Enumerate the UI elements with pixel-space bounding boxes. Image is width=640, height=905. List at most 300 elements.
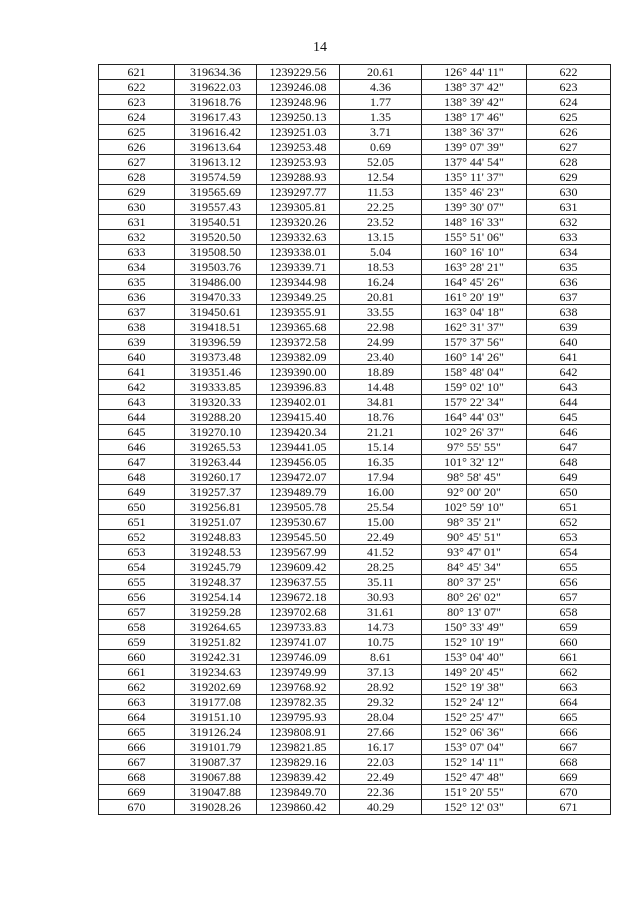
- x-coordinate-cell: 319251.07: [175, 515, 257, 530]
- next-point-cell: 671: [527, 800, 611, 815]
- y-coordinate-cell: 1239382.09: [257, 350, 340, 365]
- point-number-cell: 665: [99, 725, 175, 740]
- point-number-cell: 658: [99, 620, 175, 635]
- distance-cell: 15.00: [340, 515, 422, 530]
- x-coordinate-cell: 319450.61: [175, 305, 257, 320]
- next-point-cell: 654: [527, 545, 611, 560]
- table-row: [99, 245, 611, 260]
- next-point-cell: 664: [527, 695, 611, 710]
- next-point-cell: 635: [527, 260, 611, 275]
- distance-cell: 22.49: [340, 770, 422, 785]
- x-coordinate-cell: 319101.79: [175, 740, 257, 755]
- x-coordinate-cell: 319248.37: [175, 575, 257, 590]
- next-point-cell: 649: [527, 470, 611, 485]
- table-row: [99, 350, 611, 365]
- y-coordinate-cell: 1239297.77: [257, 185, 340, 200]
- bearing-cell: 97° 55' 55": [422, 440, 527, 455]
- y-coordinate-cell: 1239372.58: [257, 335, 340, 350]
- table-row: [99, 335, 611, 350]
- x-coordinate-cell: 319256.81: [175, 500, 257, 515]
- y-coordinate-cell: 1239253.48: [257, 140, 340, 155]
- distance-cell: 14.48: [340, 380, 422, 395]
- next-point-cell: 646: [527, 425, 611, 440]
- x-coordinate-cell: 319264.65: [175, 620, 257, 635]
- next-point-cell: 662: [527, 665, 611, 680]
- x-coordinate-cell: 319486.00: [175, 275, 257, 290]
- distance-cell: 22.25: [340, 200, 422, 215]
- distance-cell: 1.35: [340, 110, 422, 125]
- x-coordinate-cell: 319126.24: [175, 725, 257, 740]
- x-coordinate-cell: 319151.10: [175, 710, 257, 725]
- y-coordinate-cell: 1239320.26: [257, 215, 340, 230]
- distance-cell: 52.05: [340, 155, 422, 170]
- y-coordinate-cell: 1239229.56: [257, 65, 340, 80]
- distance-cell: 16.35: [340, 455, 422, 470]
- bearing-cell: 157° 37' 56": [422, 335, 527, 350]
- x-coordinate-cell: 319618.76: [175, 95, 257, 110]
- next-point-cell: 641: [527, 350, 611, 365]
- table-row: [99, 455, 611, 470]
- table-row: [99, 260, 611, 275]
- table-row: [99, 470, 611, 485]
- table-row: [99, 440, 611, 455]
- point-number-cell: 641: [99, 365, 175, 380]
- y-coordinate-cell: 1239355.91: [257, 305, 340, 320]
- point-number-cell: 640: [99, 350, 175, 365]
- x-coordinate-cell: 319320.33: [175, 395, 257, 410]
- table-row: [99, 800, 611, 815]
- point-number-cell: 653: [99, 545, 175, 560]
- table-row: [99, 605, 611, 620]
- distance-cell: 16.24: [340, 275, 422, 290]
- y-coordinate-cell: 1239567.99: [257, 545, 340, 560]
- distance-cell: 18.89: [340, 365, 422, 380]
- y-coordinate-cell: 1239338.01: [257, 245, 340, 260]
- table-row: [99, 485, 611, 500]
- table-row: [99, 560, 611, 575]
- bearing-cell: 157° 22' 34": [422, 395, 527, 410]
- bearing-cell: 163° 28' 21": [422, 260, 527, 275]
- x-coordinate-cell: 319373.48: [175, 350, 257, 365]
- y-coordinate-cell: 1239339.71: [257, 260, 340, 275]
- y-coordinate-cell: 1239253.93: [257, 155, 340, 170]
- distance-cell: 11.53: [340, 185, 422, 200]
- point-number-cell: 647: [99, 455, 175, 470]
- table-row: [99, 275, 611, 290]
- table-row: [99, 635, 611, 650]
- distance-cell: 22.98: [340, 320, 422, 335]
- table-row: [99, 80, 611, 95]
- distance-cell: 33.55: [340, 305, 422, 320]
- point-number-cell: 656: [99, 590, 175, 605]
- bearing-cell: 137° 44' 54": [422, 155, 527, 170]
- distance-cell: 20.61: [340, 65, 422, 80]
- distance-cell: 1.77: [340, 95, 422, 110]
- x-coordinate-cell: 319234.63: [175, 665, 257, 680]
- next-point-cell: 652: [527, 515, 611, 530]
- coordinates-table-body: [99, 65, 611, 815]
- distance-cell: 10.75: [340, 635, 422, 650]
- x-coordinate-cell: 319613.64: [175, 140, 257, 155]
- table-row: [99, 155, 611, 170]
- x-coordinate-cell: 319248.53: [175, 545, 257, 560]
- bearing-cell: 158° 48' 04": [422, 365, 527, 380]
- point-number-cell: 645: [99, 425, 175, 440]
- x-coordinate-cell: 319263.44: [175, 455, 257, 470]
- point-number-cell: 666: [99, 740, 175, 755]
- next-point-cell: 626: [527, 125, 611, 140]
- y-coordinate-cell: 1239288.93: [257, 170, 340, 185]
- y-coordinate-cell: 1239849.70: [257, 785, 340, 800]
- table-row: [99, 410, 611, 425]
- next-point-cell: 636: [527, 275, 611, 290]
- distance-cell: 5.04: [340, 245, 422, 260]
- x-coordinate-cell: 319245.79: [175, 560, 257, 575]
- bearing-cell: 80° 13' 07": [422, 605, 527, 620]
- bearing-cell: 152° 47' 48": [422, 770, 527, 785]
- y-coordinate-cell: 1239246.08: [257, 80, 340, 95]
- distance-cell: 18.53: [340, 260, 422, 275]
- bearing-cell: 160° 16' 10": [422, 245, 527, 260]
- next-point-cell: 640: [527, 335, 611, 350]
- x-coordinate-cell: 319028.26: [175, 800, 257, 815]
- next-point-cell: 628: [527, 155, 611, 170]
- y-coordinate-cell: 1239749.99: [257, 665, 340, 680]
- table-row: [99, 290, 611, 305]
- point-number-cell: 663: [99, 695, 175, 710]
- coordinates-table: [98, 64, 611, 815]
- bearing-cell: 152° 14' 11": [422, 755, 527, 770]
- next-point-cell: 638: [527, 305, 611, 320]
- page-number: 14: [313, 40, 327, 55]
- table-row: [99, 125, 611, 140]
- table-row: [99, 785, 611, 800]
- point-number-cell: 643: [99, 395, 175, 410]
- table-row: [99, 575, 611, 590]
- y-coordinate-cell: 1239250.13: [257, 110, 340, 125]
- y-coordinate-cell: 1239768.92: [257, 680, 340, 695]
- y-coordinate-cell: 1239795.93: [257, 710, 340, 725]
- bearing-cell: 159° 02' 10": [422, 380, 527, 395]
- table-row: [99, 380, 611, 395]
- next-point-cell: 658: [527, 605, 611, 620]
- next-point-cell: 639: [527, 320, 611, 335]
- next-point-cell: 625: [527, 110, 611, 125]
- x-coordinate-cell: 319540.51: [175, 215, 257, 230]
- point-number-cell: 644: [99, 410, 175, 425]
- table-row: [99, 230, 611, 245]
- y-coordinate-cell: 1239349.25: [257, 290, 340, 305]
- table-row: [99, 620, 611, 635]
- y-coordinate-cell: 1239344.98: [257, 275, 340, 290]
- point-number-cell: 654: [99, 560, 175, 575]
- next-point-cell: 666: [527, 725, 611, 740]
- point-number-cell: 635: [99, 275, 175, 290]
- next-point-cell: 630: [527, 185, 611, 200]
- next-point-cell: 622: [527, 65, 611, 80]
- x-coordinate-cell: 319557.43: [175, 200, 257, 215]
- bearing-cell: 152° 24' 12": [422, 695, 527, 710]
- distance-cell: 21.21: [340, 425, 422, 440]
- x-coordinate-cell: 319508.50: [175, 245, 257, 260]
- bearing-cell: 126° 44' 11": [422, 65, 527, 80]
- table-row: [99, 200, 611, 215]
- table-row: [99, 500, 611, 515]
- bearing-cell: 102° 59' 10": [422, 500, 527, 515]
- point-number-cell: 639: [99, 335, 175, 350]
- distance-cell: 23.40: [340, 350, 422, 365]
- next-point-cell: 667: [527, 740, 611, 755]
- x-coordinate-cell: 319565.69: [175, 185, 257, 200]
- next-point-cell: 623: [527, 80, 611, 95]
- next-point-cell: 656: [527, 575, 611, 590]
- point-number-cell: 621: [99, 65, 175, 80]
- next-point-cell: 655: [527, 560, 611, 575]
- table-row: [99, 725, 611, 740]
- table-row: [99, 755, 611, 770]
- y-coordinate-cell: 1239332.63: [257, 230, 340, 245]
- distance-cell: 40.29: [340, 800, 422, 815]
- next-point-cell: 631: [527, 200, 611, 215]
- distance-cell: 41.52: [340, 545, 422, 560]
- table-row: [99, 650, 611, 665]
- x-coordinate-cell: 319254.14: [175, 590, 257, 605]
- x-coordinate-cell: 319270.10: [175, 425, 257, 440]
- bearing-cell: 164° 44' 03": [422, 410, 527, 425]
- bearing-cell: 80° 26' 02": [422, 590, 527, 605]
- bearing-cell: 101° 32' 12": [422, 455, 527, 470]
- next-point-cell: 629: [527, 170, 611, 185]
- next-point-cell: 660: [527, 635, 611, 650]
- distance-cell: 13.15: [340, 230, 422, 245]
- next-point-cell: 659: [527, 620, 611, 635]
- point-number-cell: 667: [99, 755, 175, 770]
- point-number-cell: 646: [99, 440, 175, 455]
- distance-cell: 20.81: [340, 290, 422, 305]
- x-coordinate-cell: 319087.37: [175, 755, 257, 770]
- table-row: [99, 320, 611, 335]
- point-number-cell: 669: [99, 785, 175, 800]
- y-coordinate-cell: 1239441.05: [257, 440, 340, 455]
- bearing-cell: 152° 06' 36": [422, 725, 527, 740]
- y-coordinate-cell: 1239741.07: [257, 635, 340, 650]
- distance-cell: 0.69: [340, 140, 422, 155]
- table-row: [99, 515, 611, 530]
- point-number-cell: 668: [99, 770, 175, 785]
- x-coordinate-cell: 319617.43: [175, 110, 257, 125]
- bearing-cell: 153° 07' 04": [422, 740, 527, 755]
- x-coordinate-cell: 319257.37: [175, 485, 257, 500]
- next-point-cell: 650: [527, 485, 611, 500]
- bearing-cell: 148° 16' 33": [422, 215, 527, 230]
- point-number-cell: 664: [99, 710, 175, 725]
- point-number-cell: 657: [99, 605, 175, 620]
- next-point-cell: 648: [527, 455, 611, 470]
- point-number-cell: 661: [99, 665, 175, 680]
- x-coordinate-cell: 319396.59: [175, 335, 257, 350]
- bearing-cell: 90° 45' 51": [422, 530, 527, 545]
- x-coordinate-cell: 319613.12: [175, 155, 257, 170]
- distance-cell: 25.54: [340, 500, 422, 515]
- bearing-cell: 98° 58' 45": [422, 470, 527, 485]
- next-point-cell: 669: [527, 770, 611, 785]
- next-point-cell: 637: [527, 290, 611, 305]
- x-coordinate-cell: 319202.69: [175, 680, 257, 695]
- x-coordinate-cell: 319520.50: [175, 230, 257, 245]
- table-row: [99, 170, 611, 185]
- y-coordinate-cell: 1239472.07: [257, 470, 340, 485]
- next-point-cell: 627: [527, 140, 611, 155]
- point-number-cell: 633: [99, 245, 175, 260]
- y-coordinate-cell: 1239305.81: [257, 200, 340, 215]
- y-coordinate-cell: 1239545.50: [257, 530, 340, 545]
- point-number-cell: 662: [99, 680, 175, 695]
- point-number-cell: 651: [99, 515, 175, 530]
- next-point-cell: 642: [527, 365, 611, 380]
- bearing-cell: 153° 04' 40": [422, 650, 527, 665]
- point-number-cell: 623: [99, 95, 175, 110]
- table-row: [99, 110, 611, 125]
- bearing-cell: 135° 46' 23": [422, 185, 527, 200]
- bearing-cell: 161° 20' 19": [422, 290, 527, 305]
- distance-cell: 22.03: [340, 755, 422, 770]
- x-coordinate-cell: 319333.85: [175, 380, 257, 395]
- distance-cell: 24.99: [340, 335, 422, 350]
- y-coordinate-cell: 1239420.34: [257, 425, 340, 440]
- bearing-cell: 152° 12' 03": [422, 800, 527, 815]
- next-point-cell: 643: [527, 380, 611, 395]
- distance-cell: 22.49: [340, 530, 422, 545]
- distance-cell: 8.61: [340, 650, 422, 665]
- y-coordinate-cell: 1239456.05: [257, 455, 340, 470]
- bearing-cell: 84° 45' 34": [422, 560, 527, 575]
- distance-cell: 22.36: [340, 785, 422, 800]
- x-coordinate-cell: 319288.20: [175, 410, 257, 425]
- y-coordinate-cell: 1239860.42: [257, 800, 340, 815]
- x-coordinate-cell: 319418.51: [175, 320, 257, 335]
- point-number-cell: 638: [99, 320, 175, 335]
- point-number-cell: 648: [99, 470, 175, 485]
- next-point-cell: 670: [527, 785, 611, 800]
- x-coordinate-cell: 319242.31: [175, 650, 257, 665]
- distance-cell: 29.32: [340, 695, 422, 710]
- y-coordinate-cell: 1239821.85: [257, 740, 340, 755]
- bearing-cell: 135° 11' 37": [422, 170, 527, 185]
- point-number-cell: 650: [99, 500, 175, 515]
- y-coordinate-cell: 1239829.16: [257, 755, 340, 770]
- table-row: [99, 425, 611, 440]
- y-coordinate-cell: 1239746.09: [257, 650, 340, 665]
- y-coordinate-cell: 1239530.67: [257, 515, 340, 530]
- next-point-cell: 661: [527, 650, 611, 665]
- point-number-cell: 642: [99, 380, 175, 395]
- bearing-cell: 164° 45' 26": [422, 275, 527, 290]
- y-coordinate-cell: 1239782.35: [257, 695, 340, 710]
- x-coordinate-cell: 319248.83: [175, 530, 257, 545]
- bearing-cell: 162° 31' 37": [422, 320, 527, 335]
- table-row: [99, 215, 611, 230]
- table-row: [99, 365, 611, 380]
- distance-cell: 3.71: [340, 125, 422, 140]
- y-coordinate-cell: 1239808.91: [257, 725, 340, 740]
- x-coordinate-cell: 319616.42: [175, 125, 257, 140]
- distance-cell: 16.00: [340, 485, 422, 500]
- x-coordinate-cell: 319634.36: [175, 65, 257, 80]
- point-number-cell: 634: [99, 260, 175, 275]
- x-coordinate-cell: 319503.76: [175, 260, 257, 275]
- bearing-cell: 160° 14' 26": [422, 350, 527, 365]
- table-row: [99, 710, 611, 725]
- y-coordinate-cell: 1239505.78: [257, 500, 340, 515]
- x-coordinate-cell: 319622.03: [175, 80, 257, 95]
- bearing-cell: 102° 26' 37": [422, 425, 527, 440]
- table-row: [99, 65, 611, 80]
- distance-cell: 34.81: [340, 395, 422, 410]
- bearing-cell: 92° 00' 20": [422, 485, 527, 500]
- distance-cell: 18.76: [340, 410, 422, 425]
- y-coordinate-cell: 1239365.68: [257, 320, 340, 335]
- x-coordinate-cell: 319351.46: [175, 365, 257, 380]
- point-number-cell: 659: [99, 635, 175, 650]
- point-number-cell: 655: [99, 575, 175, 590]
- bearing-cell: 93° 47' 01": [422, 545, 527, 560]
- distance-cell: 17.94: [340, 470, 422, 485]
- y-coordinate-cell: 1239702.68: [257, 605, 340, 620]
- table-row: [99, 770, 611, 785]
- distance-cell: 27.66: [340, 725, 422, 740]
- table-row: [99, 590, 611, 605]
- point-number-cell: 631: [99, 215, 175, 230]
- point-number-cell: 622: [99, 80, 175, 95]
- point-number-cell: 625: [99, 125, 175, 140]
- point-number-cell: 652: [99, 530, 175, 545]
- distance-cell: 35.11: [340, 575, 422, 590]
- next-point-cell: 665: [527, 710, 611, 725]
- y-coordinate-cell: 1239637.55: [257, 575, 340, 590]
- point-number-cell: 627: [99, 155, 175, 170]
- distance-cell: 28.25: [340, 560, 422, 575]
- point-number-cell: 660: [99, 650, 175, 665]
- table-row: [99, 185, 611, 200]
- bearing-cell: 80° 37' 25": [422, 575, 527, 590]
- table-row: [99, 665, 611, 680]
- distance-cell: 30.93: [340, 590, 422, 605]
- y-coordinate-cell: 1239251.03: [257, 125, 340, 140]
- bearing-cell: 151° 20' 55": [422, 785, 527, 800]
- next-point-cell: 633: [527, 230, 611, 245]
- table-row: [99, 140, 611, 155]
- bearing-cell: 98° 35' 21": [422, 515, 527, 530]
- y-coordinate-cell: 1239415.40: [257, 410, 340, 425]
- x-coordinate-cell: 319067.88: [175, 770, 257, 785]
- bearing-cell: 152° 25' 47": [422, 710, 527, 725]
- next-point-cell: 657: [527, 590, 611, 605]
- point-number-cell: 626: [99, 140, 175, 155]
- bearing-cell: 138° 39' 42": [422, 95, 527, 110]
- bearing-cell: 152° 10' 19": [422, 635, 527, 650]
- bearing-cell: 138° 17' 46": [422, 110, 527, 125]
- y-coordinate-cell: 1239402.01: [257, 395, 340, 410]
- table-row: [99, 95, 611, 110]
- point-number-cell: 649: [99, 485, 175, 500]
- distance-cell: 16.17: [340, 740, 422, 755]
- y-coordinate-cell: 1239733.83: [257, 620, 340, 635]
- distance-cell: 28.04: [340, 710, 422, 725]
- table-row: [99, 395, 611, 410]
- y-coordinate-cell: 1239248.96: [257, 95, 340, 110]
- table-row: [99, 695, 611, 710]
- next-point-cell: 634: [527, 245, 611, 260]
